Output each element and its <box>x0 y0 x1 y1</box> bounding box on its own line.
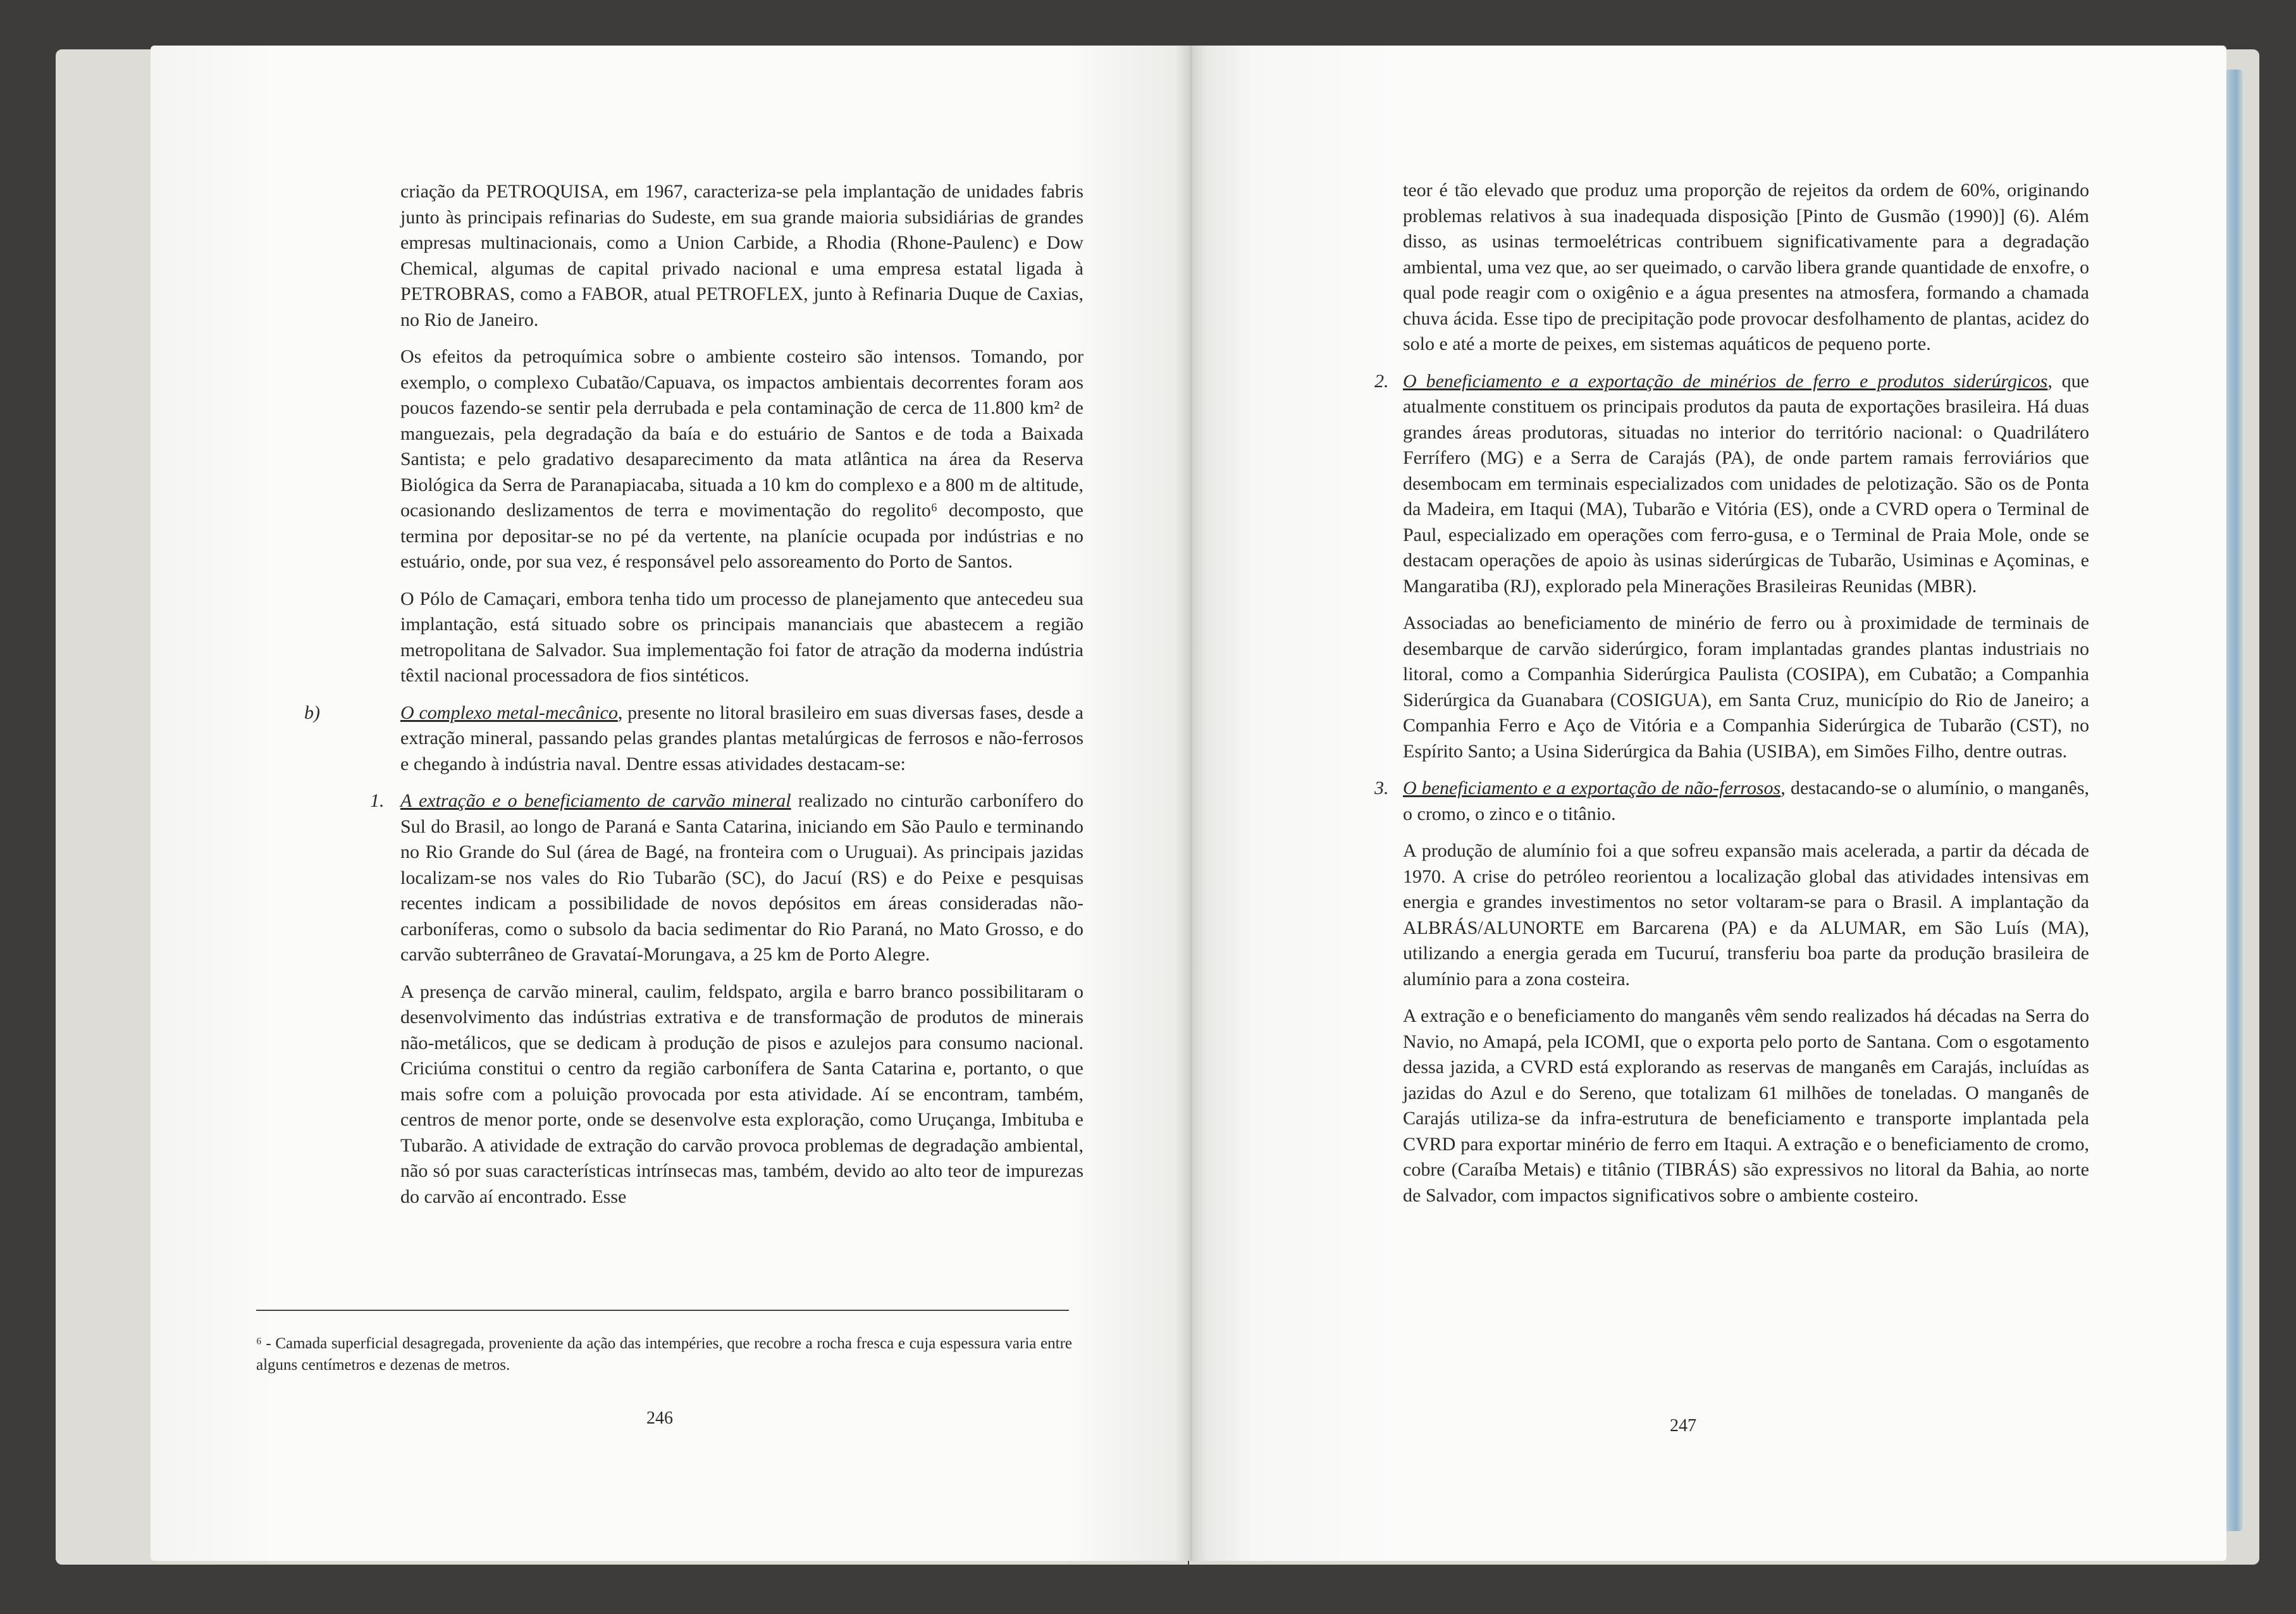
heading-nao-ferrosos: O beneficiamento e a exportação de não-ferrosos <box>1403 778 1781 798</box>
item-1-text: realizado no cinturão carbonífero do Sul do Brasil, ao longo de Paraná e Santa Catarina, iniciando em São Paulo e terminando no Rio Grande do Sul (área de Bagé, na fronteira com o Uruguai). As principais jazidas localizam-se nos vales do Rio Tubarão (SC), do Jacuí (RS) e do Peixe e pesquisas recentes indicam a possibilidade de novos depósitos em áreas consideradas não-carboníferas, como o subsolo da bacia sedimentar do Rio Paraná, no Mato Grosso, e do carvão subterrâneo de Gravataí-Morungava, a 25 km de Porto Alegre. <box>400 790 1083 965</box>
page-number-right: 247 <box>1670 1416 1696 1436</box>
list-item-b <box>304 700 1083 778</box>
item-2-text: , que atualmente constituem os principais produtos da pauta de exportações brasileira. Há duas grandes áreas produtoras, situadas no interior do território nacional: o Quadrilátero Ferrífero (MG) e a Serra de Carajás (PA), de onde partem ramais ferroviários que desembocam em terminais especializados com unidades de pelotização. São os de Ponta da Madeira, em Itaqui (MA), Tubarão e Vitória (ES), onde a CVRD opera o Terminal de Paul, especializado em operações com ferro-gusa, e o Terminal de Praia Mole, onde se destacam operações de apoio às usinas siderúrgicas de Tubarão, Usiminas e Açominas, e Mangaratiba (RJ), explorado pela Minerações Brasileiras Reunidas (MBR). <box>1403 370 2089 597</box>
list-marker-1: 1. <box>370 790 385 811</box>
heading-carvao-mineral: A extração e o beneficiamento de carvão mineral <box>400 790 791 811</box>
paragraph-manganes: A extração e o beneficiamento do manganês vêm sendo realizados há décadas na Serra do Navio, no Amapá, pela ICOMI, que o exporta pelo porto de Santana. Com o esgotamento dessa jazida, a CVRD está explorando as reservas de manganês em Carajás, incluídas as jazidas do Azul e do Sereno, que totalizam 61 milhões de toneladas. O manganês de Carajás utiliza-se da infra-estrutura de beneficiamento e transporte implantada pela CVRD para exportar minério de ferro em Itaqui. A extração e o beneficiamento de cromo, cobre (Caraíba Metais) e titânio (TIBRÁS) são expressivos no litoral da Bahia, ao norte de Salvador, com impactos significativos sobre o ambiente costeiro. <box>1403 1005 2089 1206</box>
list-item-3 <box>1374 776 2089 827</box>
paragraph-petroquisa: criação da PETROQUISA, em 1967, caracteriza-se pela implantação de unidades fabris junto às principais refinarias do Sudeste, em sua grande maioria subsidiárias de grandes empresas multinacionais, como a Union Carbide, a Rhodia (Rhone-Paulenc) e Dow Chemical, algumas de capital privado nacional e uma empresa estatal ligada à PETROBRAS, como a FABOR, atual PETROFLEX, junto à Refinaria Duque de Caxias, no Rio de Janeiro. <box>400 181 1083 330</box>
paragraph-camacari: O Pólo de Camaçari, embora tenha tido um processo de planejamento que antecedeu sua implantação, está situado sobre os principais mananciais que abastecem a região metropolitana de Salvador. Sua implementação foi fator de atração da moderna indústria têxtil nacional processadora de fios sintéticos. <box>400 588 1083 686</box>
book-gutter <box>1175 46 1207 1561</box>
list-marker-3: 3. <box>1374 778 1389 798</box>
heading-complexo-metal-mecanico: O complexo metal-mecânico <box>400 702 618 723</box>
paragraph-aluminio: A produção de alumínio foi a que sofreu expansão mais acelerada, a partir da década de 1970. A crise do petróleo reorientou a localização global das atividades intensivas em energia e grandes investimentos no setor voltaram-se para o Brasil. A implantação da ALBRÁS/ALUNORTE em Barcarena (PA) e da ALUMAR, em São Luís (MA), utilizando a energia gerada em Tucuruí, transferiu boa parte da produção brasileira de alumínio para a zona costeira. <box>1403 840 2089 990</box>
item-3-text: , destacando-se o alumínio, o manganês, o cromo, o zinco e o titânio. <box>1403 778 2089 824</box>
footnote-rule <box>256 1310 1069 1311</box>
paragraph-teor: teor é tão elevado que produz uma proporção de rejeitos da ordem de 60%, originando problemas relativos à sua inadequada disposição [Pinto de Gusmão (1990)] (6). Além disso, as usinas termoelétricas contribuem significativamente para a degradação ambiental, uma vez que, ao ser queimado, o carvão libera grande quantidade de enxofre, o qual pode reagir com o oxigênio e a água presentes na atmosfera, formando a chamada chuva ácida. Esse tipo de precipitação pode provocar desfolhamento de plantas, acidez do solo e até a morte de peixes, em sistemas aquáticos de pequeno porte. <box>1403 180 2089 354</box>
page-number-left: 246 <box>646 1408 673 1428</box>
right-page-text <box>1374 178 2089 1220</box>
list-marker-b: b) <box>304 702 320 723</box>
list-item-2 <box>1374 369 2089 600</box>
left-page-text <box>304 179 1083 1221</box>
footnote: ⁶ - Camada superficial desagregada, proveniente da ação das intempéries, que recobre a rocha fresca e cuja espessura varia entre alguns centímetros e dezenas de metros. <box>256 1335 1072 1374</box>
page-edge <box>2226 70 2243 1531</box>
list-marker-2: 2. <box>1374 370 1389 392</box>
paragraph-associadas: Associadas ao beneficiamento de minério de ferro ou à proximidade de terminais de desembarque de carvão siderúrgico, foram implantadas grandes plantas industriais no litoral, como a Companhia Siderúrgica Paulista (COSIPA), em Cubatão; a Companhia Siderúrgica da Guanabara (COSIGUA), em Santa Cruz, município do Rio de Janeiro; a Companhia Ferro e Aço de Vitória e a Companhia Siderúrgica de Tubarão (CST), no Espírito Santo; a Usina Siderúrgica da Bahia (USIBA), em Simões Filho, dentre outras. <box>1403 612 2089 762</box>
paragraph-efeitos: Os efeitos da petroquímica sobre o ambiente costeiro são intensos. Tomando, por exemplo, o complexo Cubatão/Capuava, os impactos ambientais decorrentes foram aos poucos fazendo-se sentir pela derrubada e pela contaminação de cerca de 11.800 km² de manguezais, pela degradação da baía e do estuário de Santos e de toda a Baixada Santista; e pelo gradativo desaparecimento da mata atlântica na área da Reserva Biológica da Serra de Paranapiacaba, situada a 10 km do complexo e a 800 m de altitude, ocasionando deslizamentos de terra e movimentação do regolito⁶ decomposto, que termina por depositar-se no pé da vertente, na planície ocupada por indústrias e no estuário, onde, por sua vez, é responsável pelo assoreamento do Porto de Santos. <box>400 346 1083 572</box>
heading-minerio-ferro: O beneficiamento e a exportação de minérios de ferro e produtos siderúrgicos <box>1403 370 2048 392</box>
paragraph-carvao: A presença de carvão mineral, caulim, feldspato, argila e barro branco possibilitaram o desenvolvimento das indústrias extrativa e de transformação de produtos de minerais não-metálicos, que se dedicam à produção de pisos e azulejos para consumo nacional. Criciúma constitui o centro da região carbonífera de Santa Catarina e, portanto, o que mais sofre com a poluição provocada por esta atividade. Aí se encontram, também, centros de menor porte, onde se desenvolve esta exploração, como Uruçanga, Imbituba e Tubarão. A atividade de extração do carvão provoca problemas de degradação ambiental, não só por suas características intrínsecas mas, também, devido ao alto teor de impurezas do carvão aí encontrado. Esse <box>400 981 1083 1207</box>
item-b-text: , presente no litoral brasileiro em suas diversas fases, desde a extração mineral, passando pelas grandes plantas metalúrgicas de ferrosos e não-ferrosos e chegando à indústria naval. Dentre essas atividades destacam-se: <box>400 702 1083 774</box>
list-item-1 <box>370 788 1083 968</box>
